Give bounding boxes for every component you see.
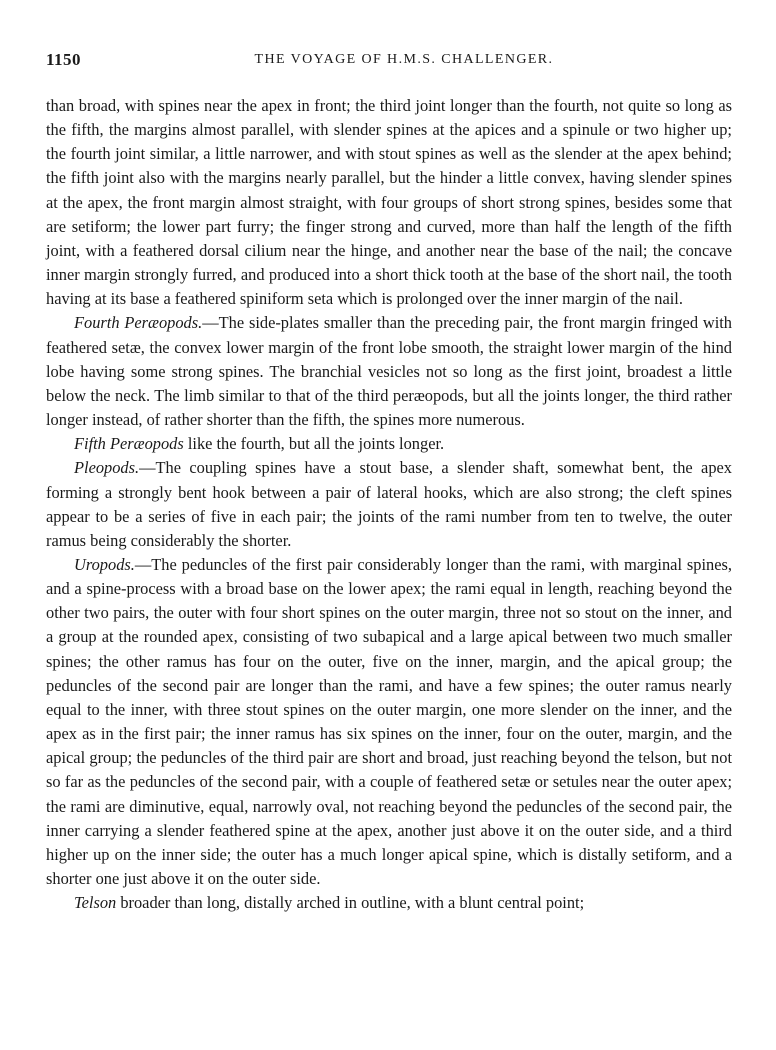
paragraph-fifth-peraeopods xyxy=(46,432,732,456)
section-lead: Uropods. xyxy=(74,554,135,574)
paragraph-text: than broad, with spines near the apex in front; the third joint longer than the fourth, not quite so long as the fifth, the margins almost parallel, with slender spines at the apices and a spinule or two higher up; the fourth joint similar, a little narrower, and with stout spines as well as the slender at the apex behind; the fifth joint also with the margins nearly parallel, but the hinder a little convex, having slender spines at the apex, the front margin almost straight, with four groups of short strong spines, besides some that are setiform; the lower part furry; the finger strong and curved, more than half the length of the fifth joint, with a feathered dorsal cilium near the hinge, and another near the base of the nail; the concave inner margin strongly furred, and produced into a short thick tooth at the base of the short nail, the tooth having at its base a feathered spiniform seta which is prolonged over the inner margin of the nail. xyxy=(46,96,732,309)
paragraph-text: —The peduncles of the first pair considerably longer than the rami, with marginal spines, and a spine-process with a broad base on the lower apex; the rami equal in length, reaching beyond the other two pairs, the outer with four short spines on the outer margin, three not so stout on the inner, and a group at the rounded apex, consisting of two subapical and a large apical between two much smaller spines; the other ramus has four on the outer, five on the inner, margin, and the apical group; the peduncles of the second pair are longer than the rami, and have a few spines; the outer ramus nearly equal to the inner, with three stout spines on the outer margin, one more slender on the inner, and the apex as in the first pair; the inner ramus has six spines on the inner, four on the outer, margin, and the apical group; the peduncles of the third pair are short and broad, just reaching beyond the telson, but not so far as the peduncles of the second pair, with a couple of feathered setæ or setules near the outer apex; the rami are diminutive, equal, narrowly oval, not reaching beyond the peduncles of the second pair, the inner carrying a slender feathered spine at the apex, another just above it on the outer side, and a third higher up on the inner side; the outer has a much longer apical spine, which is distally setiform, and a shorter one just above it on the outer side. xyxy=(46,554,732,888)
running-title: THE VOYAGE OF H.M.S. CHALLENGER. xyxy=(254,52,554,67)
paragraph-uropods xyxy=(46,553,732,891)
body-text xyxy=(46,94,732,915)
paragraph-text: like the fourth, but all the joints longer. xyxy=(183,434,445,454)
paragraph-continuation xyxy=(46,94,732,311)
section-lead: Telson xyxy=(74,893,117,913)
paragraph-text: —The side-plates smaller than the preceding pair, the front margin fringed with feathered setæ, the convex lower margin of the front lobe smooth, the straight lower margin of the hind lobe having some strong spines. The branchial vesicles not so long as the first joint, broadest a little below the neck. The limb similar to that of the third peræopods, but all the joints longer, the third rather longer instead, of rather shorter than the fifth, the spines more numerous. xyxy=(46,313,732,430)
paragraph-pleopods xyxy=(46,456,732,553)
paragraph-fourth-peraeopods xyxy=(46,311,732,432)
paragraph-telson xyxy=(46,891,732,915)
document-page xyxy=(46,50,732,915)
section-lead: Pleopods. xyxy=(74,458,140,478)
page-number: 1150 xyxy=(46,50,82,69)
page-header xyxy=(46,50,732,74)
paragraph-text: —The coupling spines have a stout base, a slender shaft, somewhat bent, the apex forming a strongly bent hook between a pair of lateral hooks, which are also strong; the cleft spines appear to be a series of five in each pair; the joints of the rami number from ten to twelve, the outer ramus being considerably the shorter. xyxy=(46,458,732,550)
section-lead: Fifth Peræopods xyxy=(74,434,184,454)
section-lead: Fourth Peræopods. xyxy=(74,313,203,333)
paragraph-text: broader than long, distally arched in outline, with a blunt central point; xyxy=(116,893,585,913)
